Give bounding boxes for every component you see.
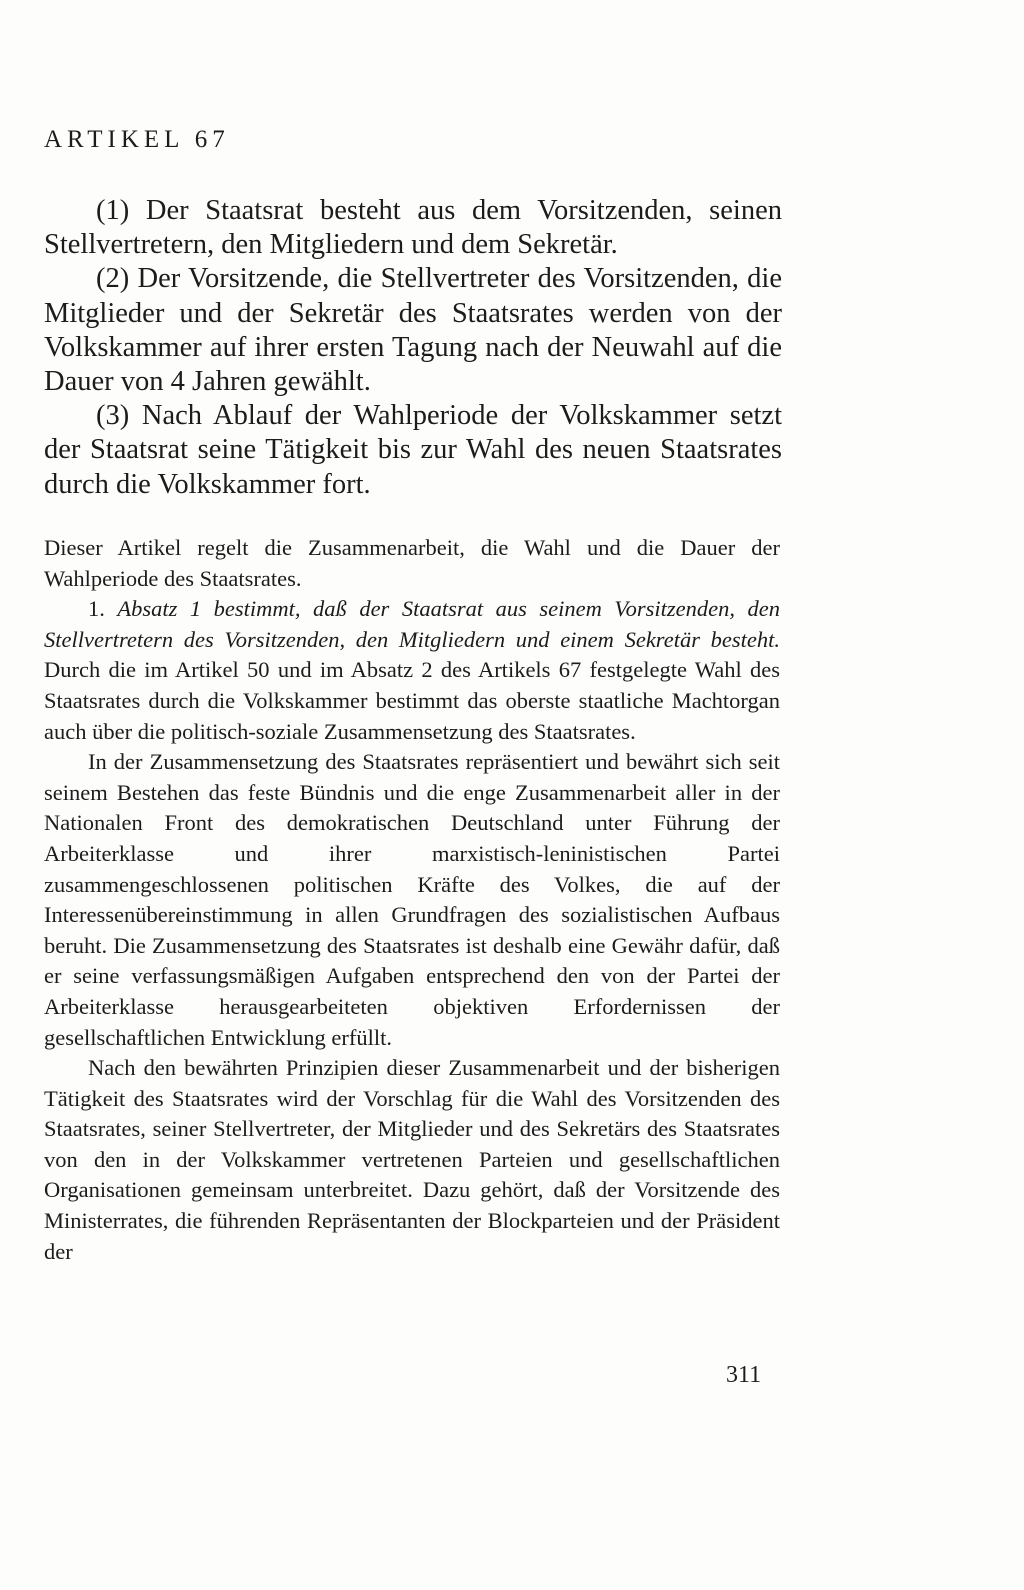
commentary-paragraph-3: Nach den bewährten Prinzipien dieser Zusammenarbeit und der bisherigen Tätigkeit des Staatsrates wird der Vorschlag für die Wahl des Vorsitzenden des Staatsrates, seiner Stellvertreter, der Mitglieder und des Sekretärs des Staatsrates von den in der Volkskammer vertretenen Parteien und gesellschaftlichen Organisationen gemeinsam unterbreitet. Dazu gehört, daß der Vorsitzende des Ministerrates, die führenden Repräsentanten der Blockparteien und der Präsident der: [44, 1055, 780, 1264]
commentary: [44, 533, 780, 1267]
commentary-intro: Dieser Artikel regelt die Zusammenarbeit, die Wahl und die Dauer der Wahlperiode des Staatsrates.: [44, 535, 780, 591]
article-paragraph-3: (3) Nach Ablauf der Wahlperiode der Volkskammer setzt der Staatsrat seine Tätigkeit bis zur Wahl des neuen Staatsrates durch die Volkskammer fort.: [44, 400, 782, 500]
article-paragraph-2: (2) Der Vorsitzende, die Stellvertreter des Vorsitzenden, die Mitglieder und der Sekretär des Staatsrates werden von der Volkskammer auf ihrer ersten Tagung nach der Neuwahl auf die Dauer von 4 Jahren gewählt.: [44, 263, 782, 398]
article-heading: ARTIKEL 67: [44, 126, 230, 153]
article-paragraph-1: (1) Der Staatsrat besteht aus dem Vorsitzenden, seinen Stellvertretern, den Mitgliedern und dem Sekretär.: [44, 195, 782, 261]
commentary-point-1: [44, 594, 780, 747]
point-1-text: Durch die im Artikel 50 und im Absatz 2 des Artikels 67 festgelegte Wahl des Staatsrates durch die Volkskammer bestimmt das oberste staatliche Machtorgan auch über die politisch-soziale Zusammensetzung des Staatsrates.: [44, 657, 780, 744]
point-number: 1.: [88, 596, 105, 622]
commentary-paragraph-2: In der Zusammensetzung des Staatsrates repräsentiert und bewährt sich seit seinem Bestehen das feste Bündnis und die enge Zusammenarbeit aller in der Nationalen Front des demokratischen Deutschland unter Führung der Arbeiterklasse und ihrer marxistisch-leninistischen Partei zusammengeschlossenen politischen Kräfte des Volkes, die auf der Interessenübereinstimmung in allen Grundfragen des sozialistischen Aufbaus beruht. Die Zusammensetzung des Staatsrates ist deshalb eine Gewähr dafür, daß er seine verfassungsmäßigen Aufgaben entsprechend den von der Partei der Arbeiterklasse herausgearbeiteten objektiven Erfordernissen der gesellschaftlichen Entwicklung erfüllt.: [44, 749, 780, 1050]
page-number: 311: [726, 1362, 762, 1388]
point-1-italic-text: Absatz 1 bestimmt, daß der Staatsrat aus seinem Vorsitzenden, den Stellvertretern des Vorsitzenden, den Mitgliedern und einem Sekretär besteht.: [44, 596, 780, 652]
article-text: [44, 194, 782, 502]
